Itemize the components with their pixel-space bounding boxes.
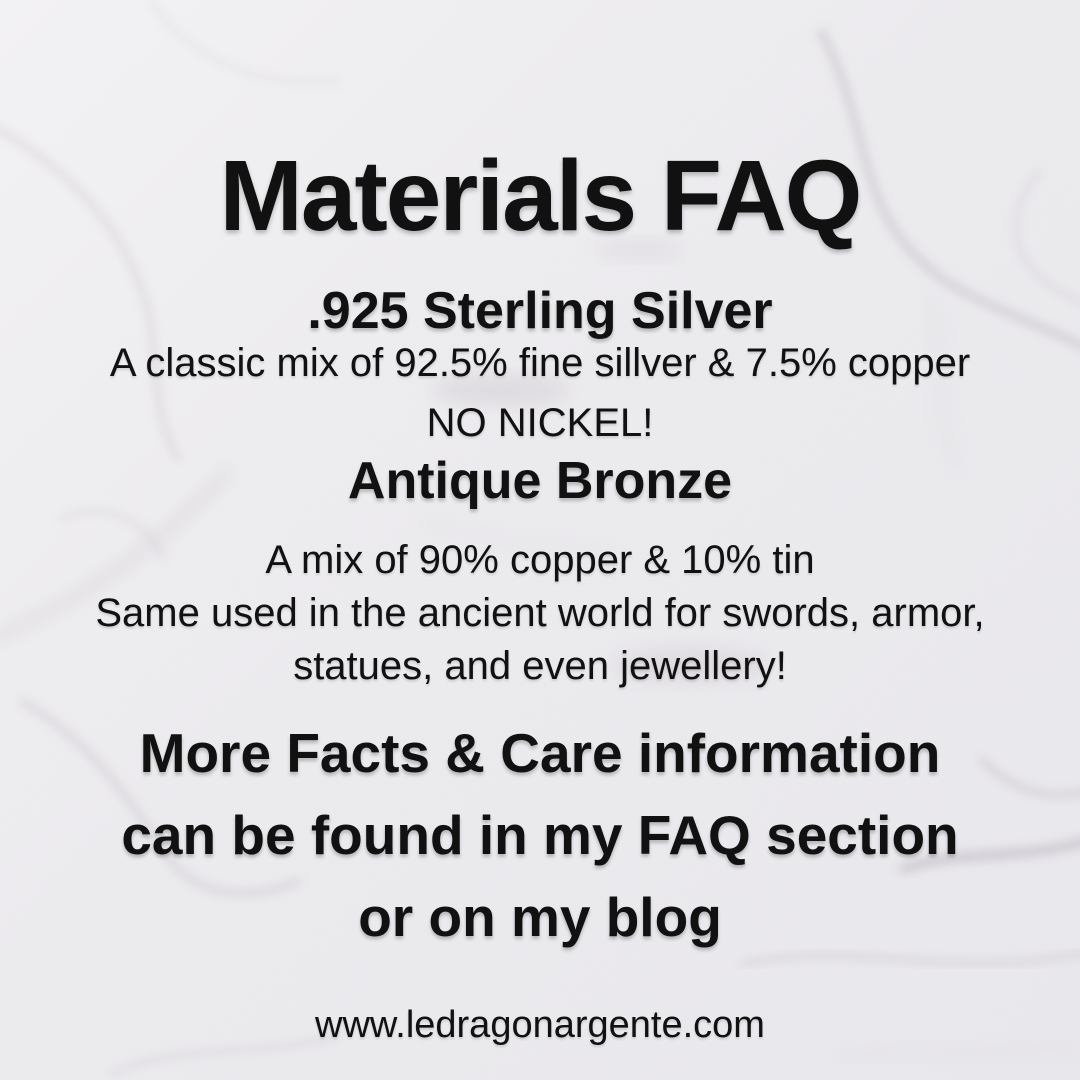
no-nickel-note: NO NICKEL! <box>426 401 654 445</box>
sterling-silver-heading: .925 Sterling Silver <box>307 282 773 341</box>
footer-note-line-1: More Facts & Care information <box>139 722 941 784</box>
antique-bronze-history-line-1: Same used in the ancient world for swords, armor, <box>95 591 985 635</box>
antique-bronze-history-line-2: statues, and even jewellery! <box>293 644 787 688</box>
website-url: www.ledragonargente.com <box>315 1004 765 1046</box>
antique-bronze-heading: Antique Bronze <box>347 452 733 511</box>
antique-bronze-description: A mix of 90% copper & 10% tin <box>265 538 815 582</box>
footer-note-line-3: or on my blog <box>358 886 722 948</box>
footer-note <box>0 712 1080 958</box>
footer-note-line-2: can be found in my FAQ section <box>121 804 959 866</box>
page-title: Materials FAQ <box>219 140 861 252</box>
sterling-silver-description: A classic mix of 92.5% fine sillver & 7.5% copper <box>109 341 971 385</box>
